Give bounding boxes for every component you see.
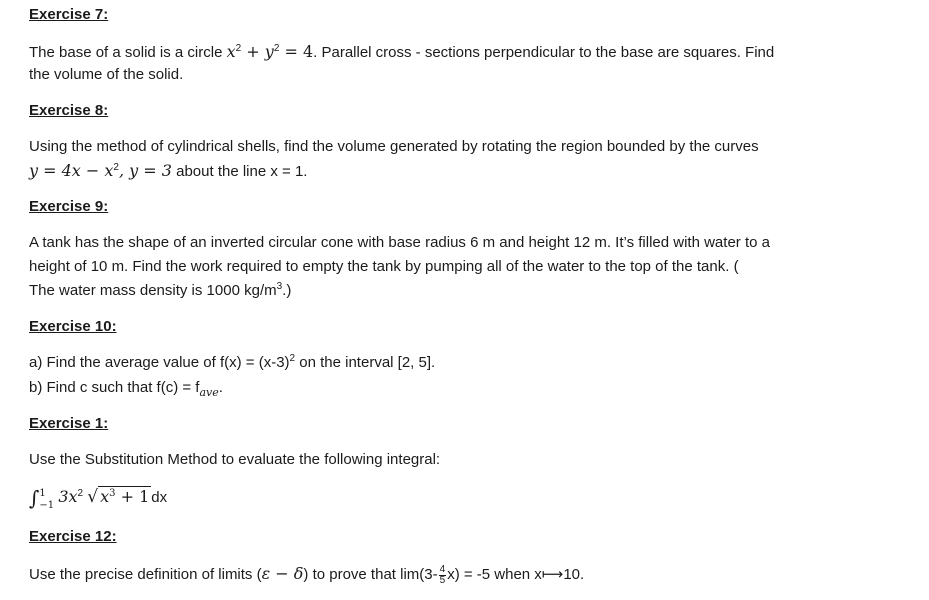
integral-upper-limit: 1 [39, 488, 46, 499]
square-root [87, 487, 151, 507]
exercise-8-title: Exercise 8: [29, 102, 109, 119]
circle-eq-exp-y: 2 [273, 43, 280, 54]
part-b-tail: . [218, 379, 223, 396]
exercise-7-text-tail: . Parallel cross - sections perpendicular to the base are squares. Find [313, 44, 775, 61]
circle-eq-x: x [226, 42, 236, 61]
exercise-9-line-2: height of 10 m. Find the work required to empty the tank by pumping all of the water to the top of the tank. ( [29, 258, 739, 275]
fraction-numerator: 4 [439, 563, 446, 575]
density-unit-exp: 3 [276, 281, 283, 292]
circle-eq-plus: + [241, 42, 265, 61]
curve-equation-exp: 2 [113, 162, 119, 173]
part-b-subscript: ave [199, 386, 219, 399]
exercise-12-text-mid: ) to prove that lim(3- [303, 566, 438, 583]
exercise-1-line-1: Use the Substitution Method to evaluate the following integral: [29, 451, 441, 468]
exercise-8-line-2 [29, 161, 307, 180]
circle-eq-exp-x: 2 [235, 43, 242, 54]
radicand-tail: + 1 [115, 487, 150, 506]
exercise-7-line-2: the volume of the solid. [29, 66, 184, 83]
exercise-12-text: Use the precise definition of limits ( [29, 566, 262, 583]
part-a-text: a) Find the average value of f(x) = (x-3) [29, 354, 290, 371]
integrand-coefficient-exp: 2 [77, 488, 84, 499]
integral-expression [29, 486, 167, 512]
exercise-9-density-text: The water mass density is 1000 kg/m [29, 282, 277, 299]
exercise-12-title: Exercise 12: [29, 528, 117, 545]
integral-limits [39, 488, 54, 512]
part-a-tail: on the interval [2, 5]. [295, 354, 436, 371]
epsilon-delta: ε − δ [261, 564, 304, 583]
integral-lower-limit: −1 [39, 500, 55, 511]
radicand-x: x [100, 487, 110, 506]
circle-eq-y: y [264, 42, 274, 61]
fraction-four-fifths [439, 565, 447, 586]
exercise-10-part-a [29, 354, 435, 371]
radicand-exp: 3 [109, 488, 116, 499]
exercise-9-title: Exercise 9: [29, 198, 109, 215]
exercise-8-line-1: Using the method of cylindrical shells, find the volume generated by rotating the region bounded by the curves [29, 138, 759, 155]
exercise-10-part-b [29, 379, 223, 399]
exercise-9-line-3 [29, 282, 291, 299]
integrand-coefficient: 3x [58, 487, 78, 506]
circle-eq-value: = 4 [279, 42, 314, 61]
radicand [98, 486, 151, 506]
exercise-9-text-tail: .) [282, 282, 292, 299]
exercise-1-title: Exercise 1: [29, 415, 109, 432]
exercise-8-text-tail: about the line x = 1. [171, 163, 308, 180]
part-b-text: b) Find c such that f(c) = f [29, 379, 200, 396]
radical-sign: √ [87, 487, 99, 507]
exercise-10-title: Exercise 10: [29, 318, 117, 335]
exercise-12-line-1 [29, 564, 584, 586]
curve-equation: y = 4x − x [29, 161, 114, 180]
exercise-7-title: Exercise 7: [29, 6, 109, 23]
exercise-7-line-1 [29, 42, 774, 61]
part-a-exp: 2 [289, 353, 296, 364]
fraction-denominator: 5 [439, 574, 446, 586]
exercise-12-text-tail: x) = -5 when x⟼10. [447, 566, 585, 583]
integral-dx: dx [151, 489, 168, 506]
exercise-9-line-1: A tank has the shape of an inverted circular cone with base radius 6 m and height 12 m. It’s filled with water to a [29, 234, 770, 251]
integral-sign: ∫ [29, 486, 40, 510]
exercise-7-text: The base of a solid is a circle [29, 44, 227, 61]
curve-equation-2: , y = 3 [118, 161, 172, 180]
